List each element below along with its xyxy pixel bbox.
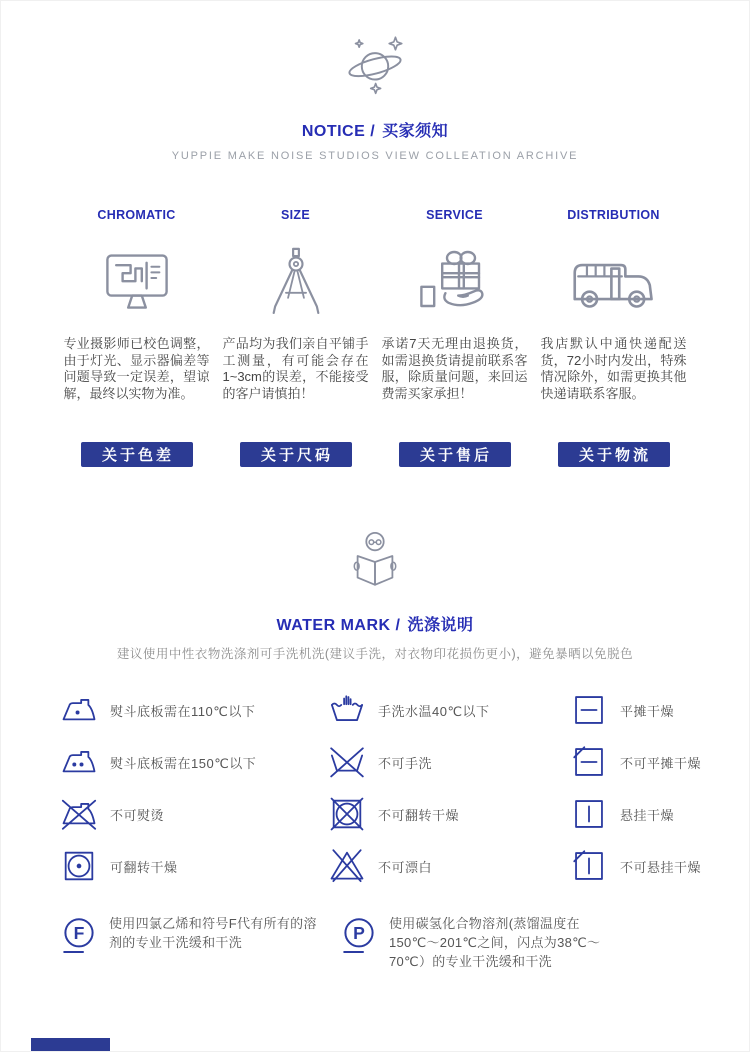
care-label: 熨斗底板需在150℃以下 — [110, 755, 257, 771]
care-label: 不可漂白 — [378, 859, 433, 875]
column-text: 我店默认中通快递配送货，72小时内发出，特殊情况除外，如需更换其他快递请联系客服。 — [540, 336, 687, 401]
flat-dry-icon — [571, 692, 607, 728]
no-hang-dry-icon — [571, 848, 607, 884]
about-chromatic-button[interactable]: 关于色差 — [81, 442, 193, 467]
care-item — [571, 744, 749, 780]
notice-columns — [1, 208, 749, 467]
compass-icon — [220, 242, 372, 322]
dry-clean-item — [339, 914, 605, 971]
notice-title-cn: 买家须知 — [382, 123, 449, 140]
dry-clean-text: 使用四氯乙烯和符号F代有所有的溶剂的专业干洗缓和干洗 — [109, 916, 317, 950]
column-size — [220, 208, 372, 467]
care-item — [61, 744, 329, 780]
dry-clean-p-icon — [339, 915, 379, 957]
care-item — [571, 796, 749, 832]
dry-clean-item — [59, 914, 325, 971]
watermark-subtitle: 建议使用中性衣物洗涤剂可手洗机洗(建议手洗，对衣物印花损伤更小)，避免暴晒以免脱色 — [116, 647, 634, 661]
care-item — [61, 796, 329, 832]
column-header: SIZE — [281, 208, 310, 222]
svg-text:P: P — [353, 923, 365, 944]
dry-clean-text: 使用碳氢化合物溶剂(蒸馏温度在150℃～201℃之间，闪点为38℃～70℃）的专业干洗缓和干洗 — [389, 916, 601, 969]
iron-medium-temp-icon — [61, 744, 97, 780]
hang-dry-icon — [571, 796, 607, 832]
column-text: 承诺7天无理由退换货，如需退换货请提前联系客服，除质量问题，来回运费需买家承担！ — [381, 336, 528, 401]
care-item — [329, 848, 571, 884]
column-header: CHROMATIC — [97, 208, 176, 222]
care-item — [61, 848, 329, 884]
reading-book-icon — [345, 582, 405, 599]
care-label: 悬挂干燥 — [620, 807, 675, 823]
care-item — [329, 796, 571, 832]
care-label: 手洗水温40℃以下 — [378, 703, 490, 719]
column-chromatic — [61, 208, 213, 467]
care-label: 不可翻转干燥 — [378, 807, 460, 823]
column-text: 产品均为我们亲自平铺手工测量，有可能会存在1~3cm的误差，不能接受的客户请慎拍！ — [222, 336, 369, 401]
care-item — [571, 848, 749, 884]
gift-hand-icon — [379, 242, 531, 322]
care-label: 熨斗底板需在110℃以下 — [110, 703, 256, 719]
column-service — [379, 208, 531, 467]
notice-title-en: NOTICE / — [301, 123, 376, 140]
column-header: DISTRIBUTION — [567, 208, 660, 222]
care-item — [329, 692, 571, 728]
no-iron-icon — [61, 796, 97, 832]
care-label: 不可熨烫 — [110, 807, 165, 823]
column-text: 专业摄影师已校色调整，由于灯光、显示器偏差等问题导致一定误差，望谅解，最终以实物为准。 — [63, 336, 210, 401]
svg-text:F: F — [73, 923, 85, 944]
handwash-icon — [329, 692, 365, 728]
column-distribution — [538, 208, 690, 467]
care-label: 平摊干燥 — [620, 703, 675, 719]
about-size-button[interactable]: 关于尺码 — [240, 442, 352, 467]
planet-icon — [342, 88, 408, 105]
care-item — [61, 692, 329, 728]
care-symbol-grid — [61, 692, 749, 884]
no-tumble-dry-icon — [329, 796, 365, 832]
notice-title — [1, 118, 749, 141]
monitor-icon — [61, 242, 213, 322]
care-label: 不可平摊干燥 — [620, 755, 702, 771]
bus-icon — [538, 242, 690, 322]
no-flat-dry-icon — [571, 744, 607, 780]
column-header: SERVICE — [426, 208, 483, 222]
watermark-title — [1, 612, 749, 635]
tumble-dry-icon — [61, 848, 97, 884]
watermark-header — [1, 523, 749, 662]
notice-header — [1, 1, 749, 162]
notice-subtitle: YUPPIE MAKE NOISE STUDIOS VIEW COLLEATION ARCHIVE — [171, 150, 579, 162]
care-item — [571, 692, 749, 728]
no-bleach-icon — [329, 848, 365, 884]
about-service-button[interactable]: 关于售后 — [399, 442, 511, 467]
about-shipping-button[interactable]: 关于物流 — [558, 442, 670, 467]
care-label: 可翻转干燥 — [110, 859, 178, 875]
dry-clean-row — [59, 914, 749, 971]
care-label: 不可悬挂干燥 — [620, 859, 702, 875]
iron-low-temp-icon — [61, 692, 97, 728]
watermark-title-cn: 洗涤说明 — [407, 617, 474, 634]
care-item — [329, 744, 571, 780]
no-handwash-icon — [329, 744, 365, 780]
watermark-title-en: WATER MARK / — [276, 617, 401, 634]
dry-clean-f-icon — [59, 915, 99, 957]
care-label: 不可手洗 — [378, 755, 433, 771]
next-section-banner-edge — [31, 1038, 110, 1051]
